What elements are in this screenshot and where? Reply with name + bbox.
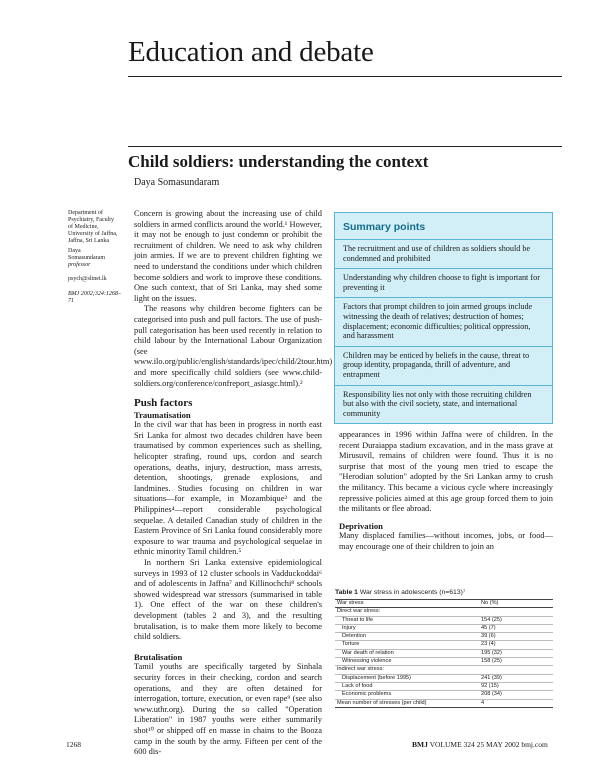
table-row bbox=[335, 616, 553, 624]
author-name-line: Somasundaram bbox=[68, 255, 105, 261]
summary-point: Responsibility lies not only with those recruiting children but also with the civil society, state, and international community bbox=[343, 389, 532, 418]
summary-point: Factors that prompt children to join armed groups include witnessing the death of relatives; destruction of homes; displacement; economic difficulties; political oppression, and harassment bbox=[335, 298, 552, 346]
table-cell: Threat to life bbox=[335, 616, 441, 624]
deprivation-heading: Deprivation bbox=[339, 520, 383, 531]
article-title: Child soldiers: understanding the context bbox=[128, 152, 429, 171]
table-cell: Injury bbox=[335, 624, 441, 632]
table-row bbox=[335, 633, 553, 641]
table-cell: 45 (7) bbox=[441, 624, 553, 632]
summary-points-box bbox=[334, 212, 553, 424]
table-cell: 39 (6) bbox=[441, 633, 553, 641]
table-col-header: War stress bbox=[335, 600, 441, 608]
article-author: Daya Somasundaram bbox=[134, 177, 220, 188]
table-row bbox=[335, 649, 553, 657]
table-cell: 241 (39) bbox=[441, 674, 553, 682]
trauma-paragraph: In the civil war that has been in progress in north east Sri Lanka for almost two decades children have been traumatised by common experiences such as shelling, helicopter strafing, round ups, cordon and search operations, deaths, injury, destruction, mass arrests, detention, shootings, grenade explosions, and landmines. Studies focusing on children in war situations—for example, in Mozambique³ and the Philippines⁴—report considerable psychological sequelae. A detailed Canadian study of children in the Eastern Province of Sri Lanka found considerably more exposure to war trauma and psychological sequelae in ethnic minority Tamil children.⁵ bbox=[134, 420, 322, 557]
summary-title: Summary points bbox=[335, 213, 552, 240]
right-paragraph: appearances in 1996 within Jaffna were of children. In the recent Duraiappa stadium excavation, and in the mass grave at Mirusuvil, remains of children were found. Thus it is no surprise that most of the young men tried to escape the "Herodian solution" adopted by the Sri Lankan army to crush the militancy. This became a vicious cycle where increasingly repressive policies aimed at this age group forced them to join the militants or flee abroad. bbox=[339, 430, 553, 514]
table-cell: Economic problems bbox=[335, 691, 441, 699]
affiliation-line: Jaffna, Sri Lanka bbox=[68, 238, 110, 244]
affiliation-line: of Medicine, bbox=[68, 224, 99, 230]
table-row bbox=[335, 658, 553, 666]
table-cell bbox=[441, 608, 553, 616]
table-cell: Detention bbox=[335, 633, 441, 641]
table-header-row bbox=[335, 600, 553, 608]
table-row bbox=[335, 641, 553, 649]
right-column bbox=[339, 430, 553, 553]
brutalisation-heading: Brutalisation bbox=[134, 651, 183, 662]
affiliation-line: Psychiatry, Faculty bbox=[68, 217, 114, 223]
table-cell: 158 (25) bbox=[441, 658, 553, 666]
traumatisation-heading: Traumatisation bbox=[134, 409, 191, 420]
table-cell: Lack of food bbox=[335, 682, 441, 690]
table-row bbox=[335, 608, 553, 616]
table-row bbox=[335, 624, 553, 632]
author-name-line: Daya bbox=[68, 248, 81, 254]
intro-paragraph: Concern is growing about the increasing use of child soldiers in armed conflicts around the world.¹ However, it may not be enough to just condemn or prohibit the recruitment of children. We need to ask why children join armies. If we are to prevent children fighting we need to understand the conditions under which children become soldiers and work to improve these conditions. One such context, that of Sri Lanka, may shed some light on the issues. bbox=[134, 209, 322, 303]
summary-point: Understanding why children choose to fight is important for preventing it bbox=[335, 269, 552, 298]
section-divider bbox=[128, 76, 562, 77]
trauma-paragraph: In northern Sri Lanka extensive epidemiological surveys in 1993 of 12 cluster schools in Vadduckoddai⁶ and of adolescents in Jaffna⁷ and Killinochchi⁸ schools showed widespread war stressors (summarised in table 1). One effect of the war on these children's development (tables 2 and 3), and the resulting brutalisation, is to make them more likely to become child soldiers. bbox=[134, 558, 322, 642]
table-caption: War stress in adolescents (n=613)⁷ bbox=[359, 589, 466, 596]
table-cell: Torture bbox=[335, 641, 441, 649]
table-row bbox=[335, 691, 553, 699]
author-email[interactable]: psych@sltnet.lk bbox=[68, 276, 107, 282]
table-cell: Indirect war stress: bbox=[335, 666, 441, 674]
table-row bbox=[335, 682, 553, 690]
brutalisation-paragraph: Tamil youths are specifically targeted by Sinhala security forces in their checking, cordon and search operations, and they are often detained for interrogation, torture, execution, or even rape⁹ (see also www.uthr.org). During the so called "Operation Liberation" in 1987 youths were either summarily shot¹⁰ or shipped off en masse in chains to the Booza camp in the south by the army. Fifteen per cent of the 600 dis- bbox=[134, 662, 322, 757]
section-title: Education and debate bbox=[128, 36, 374, 68]
table-cell: War death of relation bbox=[335, 649, 441, 657]
table-cell: 92 (15) bbox=[441, 682, 553, 690]
citation: BMJ 2002;324:1268–71 bbox=[68, 291, 121, 304]
table-cell: Mean number of stresses (per child) bbox=[335, 699, 441, 707]
journal-footer bbox=[412, 740, 548, 749]
summary-point: The recruitment and use of children as soldiers should be condemned and prohibited bbox=[335, 240, 552, 269]
push-factors-heading: Push factors bbox=[134, 397, 193, 410]
table-cell: Direct war stress: bbox=[335, 608, 441, 616]
table-cell: 208 (34) bbox=[441, 691, 553, 699]
summary-point: Children may be enticed by beliefs in the cause, threat to group identity, propaganda, thrill of adventure, and entrapment bbox=[335, 347, 552, 386]
table-cell: 23 (4) bbox=[441, 641, 553, 649]
table-row bbox=[335, 666, 553, 674]
table-title bbox=[335, 589, 465, 596]
table-cell: 195 (32) bbox=[441, 649, 553, 657]
affiliation-line: University of Jaffna, bbox=[68, 231, 118, 237]
table-cell bbox=[441, 666, 553, 674]
journal-name: BMJ bbox=[412, 740, 428, 749]
author-role: professor bbox=[68, 262, 91, 268]
table-row bbox=[335, 699, 553, 707]
deprivation-paragraph: Many displaced families—without incomes, jobs, or food—may encourage one of their children to join an bbox=[339, 531, 553, 551]
table-col-header: No (%) bbox=[441, 600, 553, 608]
affiliation-line: Department of bbox=[68, 210, 103, 216]
table-row bbox=[335, 674, 553, 682]
page-number: 1268 bbox=[66, 740, 81, 749]
table-cell: 4 bbox=[441, 699, 553, 707]
article-divider bbox=[128, 146, 562, 147]
table-label: Table 1 bbox=[335, 589, 358, 596]
table-cell: Witnessing violence bbox=[335, 658, 441, 666]
table-cell: 154 (25) bbox=[441, 616, 553, 624]
table-cell: Displacement (before 1995) bbox=[335, 674, 441, 682]
journal-issue: VOLUME 324 25 MAY 2002 bmj.com bbox=[429, 740, 548, 749]
author-affiliation bbox=[68, 210, 126, 305]
intro-paragraph: The reasons why children become fighters can be categorised into push and pull factors. The use of push-pull categorisation has been used recently in relation to child labour by the International Labour Organization (see www.ilo.org/public/english/standards/ipec/child/2tour.htm) and more specifically child soldiers (see www.child-soldiers.org/conference/confreport_asiasgc.html).² bbox=[134, 304, 333, 388]
war-stress-table bbox=[335, 599, 553, 708]
left-column bbox=[134, 209, 333, 758]
